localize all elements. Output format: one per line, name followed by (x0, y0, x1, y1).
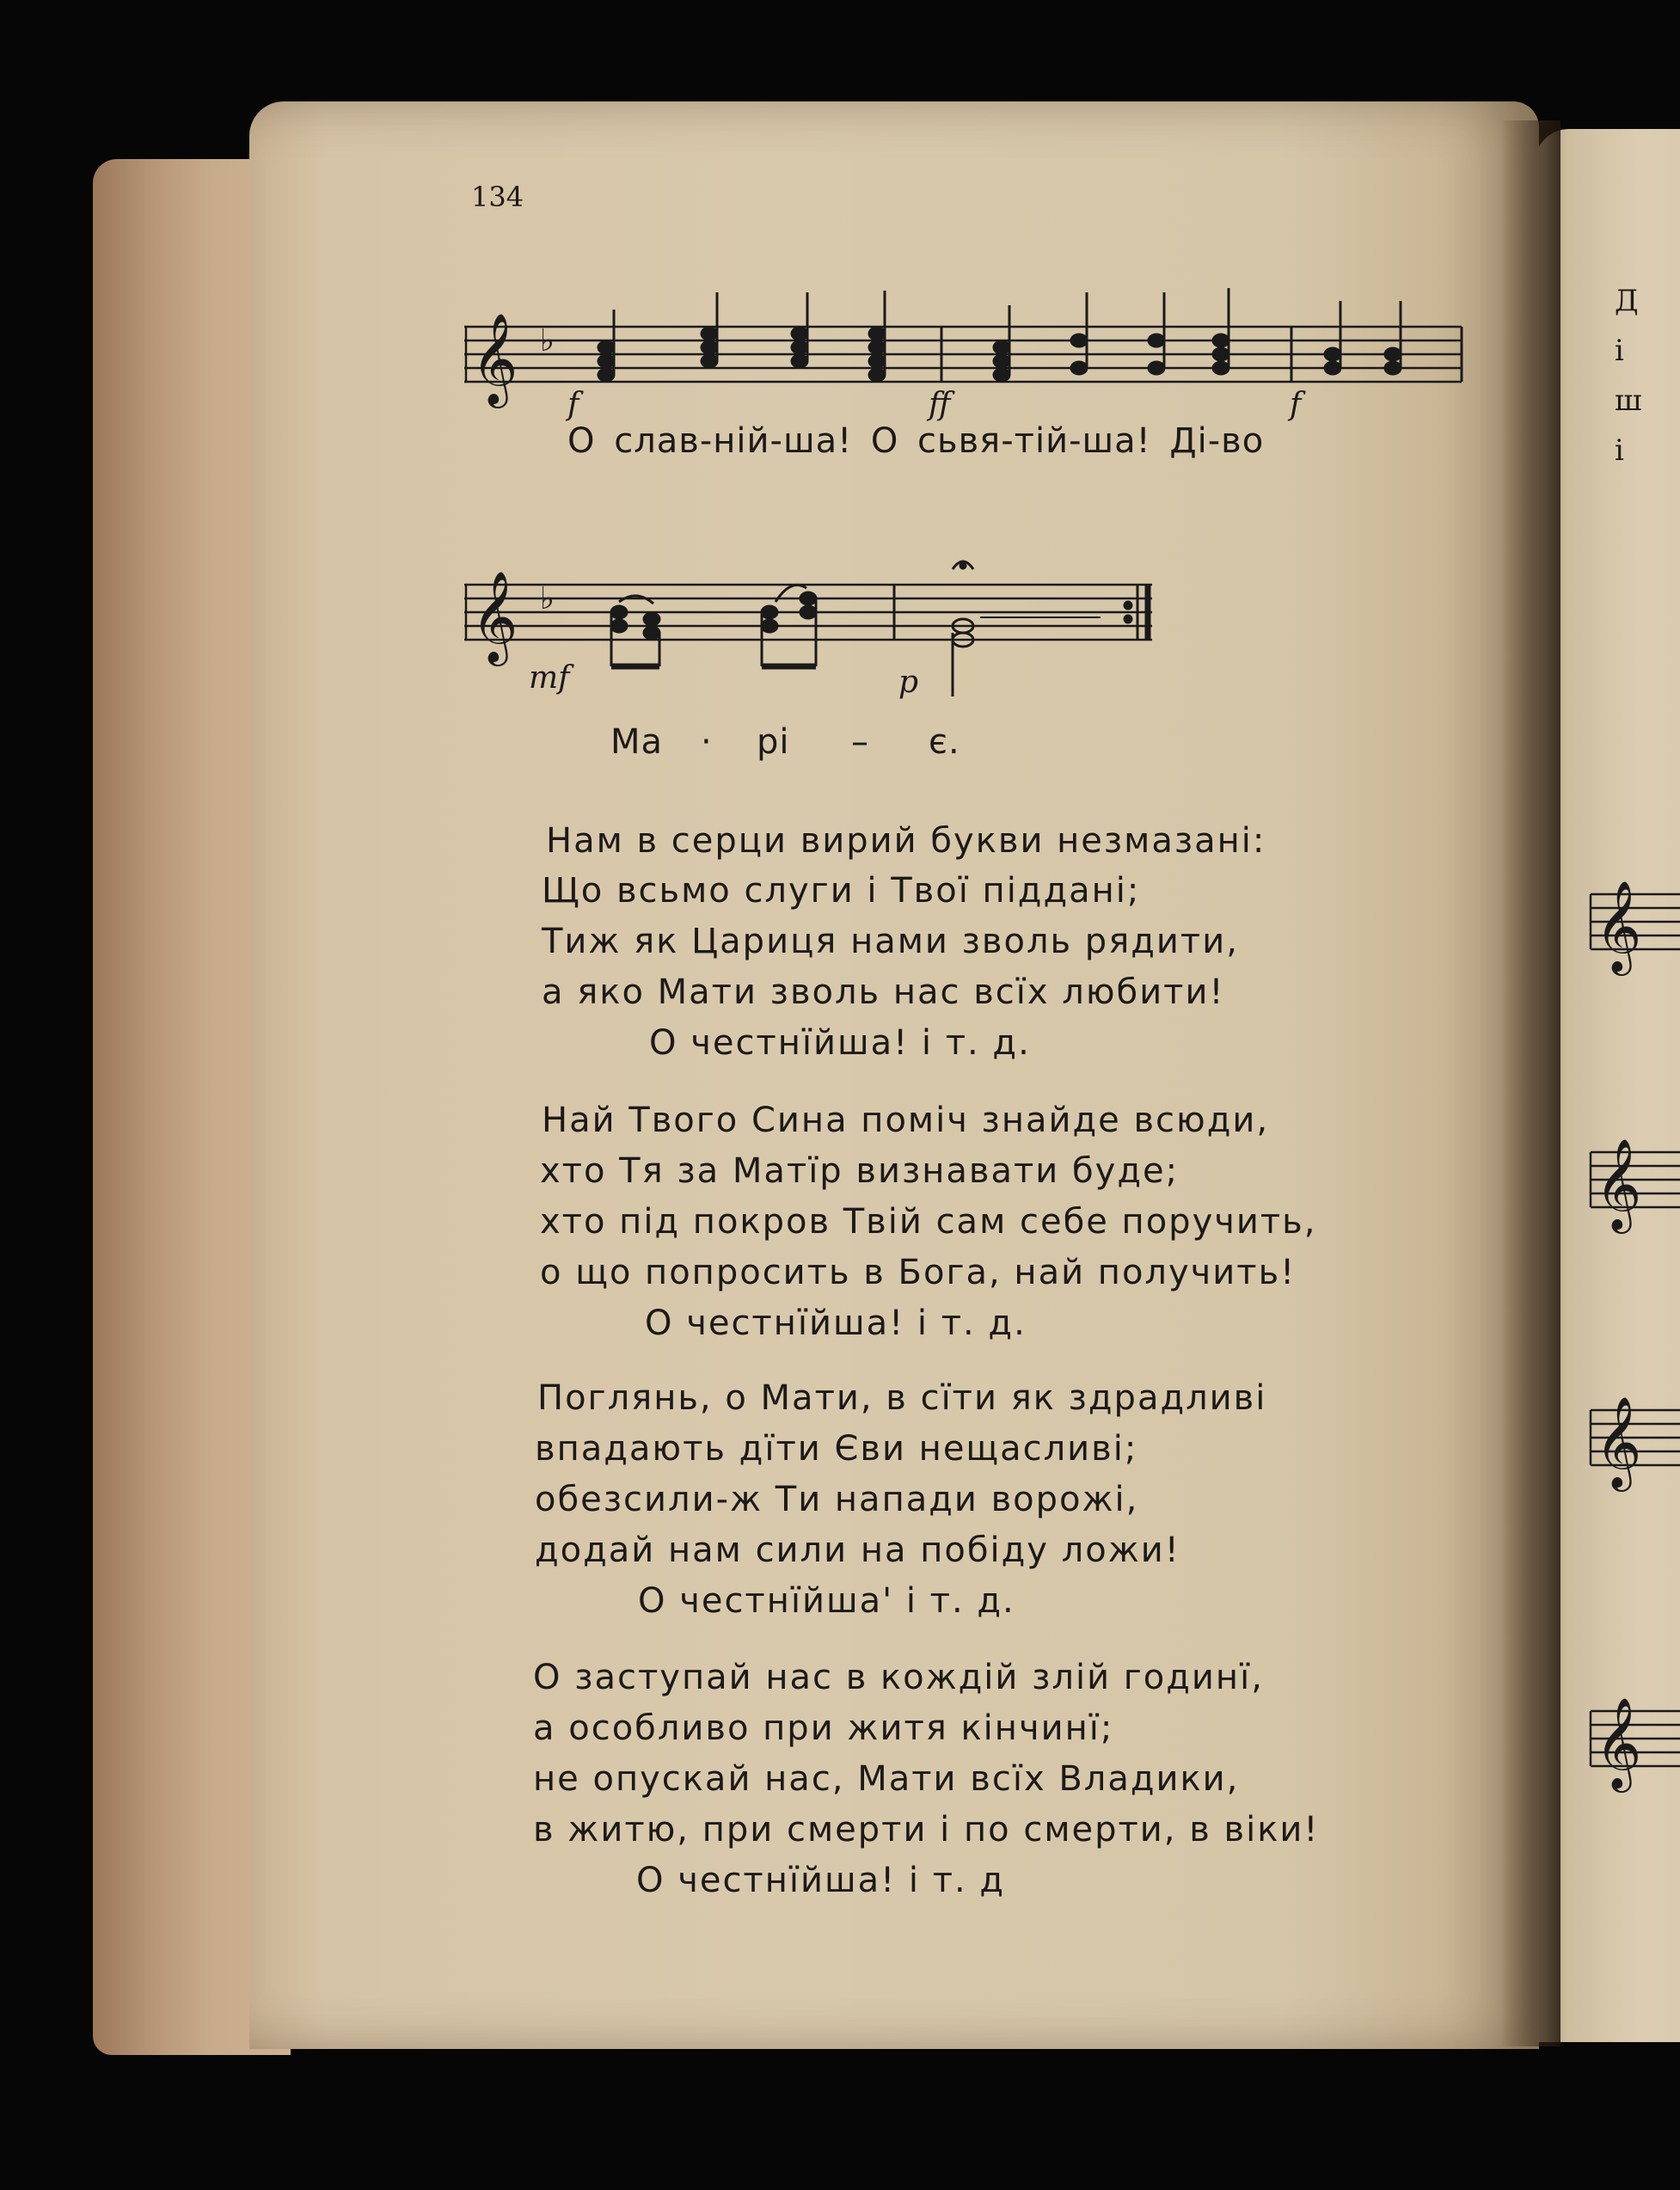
verse-line: Нам в серци вирий букви незмазані: (546, 821, 1266, 861)
book-gutter (1500, 120, 1560, 2046)
right-page-text-fragment: і (1615, 433, 1624, 468)
verse-line: о що попросить в Бога, най получить! (540, 1253, 1297, 1292)
lyrics-system-1: О слав-ній-ша! О сьвя-тій-ша! Ді-во (567, 421, 1265, 461)
verse-line: Тиж як Цариця нами зволь рядити, (542, 922, 1239, 961)
svg-text:𝄞: 𝄞 (1595, 1696, 1642, 1788)
verse-line: Поглянь, о Мати, в сїти як здрадливі (537, 1378, 1267, 1418)
verse-line: Що всьмо слуги і Твої піддані; (542, 871, 1141, 911)
verse-line: не опускай нас, Мати всїх Владики, (533, 1759, 1240, 1799)
verse-line: в житю, при смерти і по смерти, в віки! (533, 1810, 1320, 1850)
dynamic-marking: p (898, 665, 919, 700)
verse-line: хто Тя за Матїр визнавати буде; (540, 1151, 1180, 1191)
verse-line: а яко Мати зволь нас всїх любити! (542, 972, 1225, 1012)
dynamic-marking: ff (929, 387, 951, 422)
svg-text:♭: ♭ (540, 581, 555, 617)
right-page-text-fragment: і (1615, 334, 1624, 368)
right-page-text-fragment: Д (1615, 284, 1639, 318)
svg-text:𝄞: 𝄞 (1595, 1396, 1642, 1488)
verse-refrain: О честнїйша' і т. д. (638, 1581, 1015, 1621)
verse-line: а особливо при житя кінчинї; (533, 1708, 1114, 1748)
verse-line: хто під покров Твій сам себе поручить, (540, 1202, 1317, 1242)
svg-text:𝄞: 𝄞 (1595, 880, 1642, 972)
lyric-syllable: · (701, 722, 713, 762)
verse-refrain: О честнїйша! і т. д (636, 1861, 1006, 1900)
verse-line: обезсили-ж Ти напади ворожі, (535, 1480, 1139, 1519)
verse-line: впадають дїти Єви нещасливі; (535, 1429, 1138, 1469)
lyric-syllable: є. (929, 722, 960, 762)
music-staff-system-2 (464, 550, 1152, 722)
svg-text:𝄞: 𝄞 (471, 312, 518, 404)
page-number: 134 (471, 181, 524, 213)
dynamic-marking: f (567, 387, 579, 422)
dynamic-marking: mf (529, 660, 570, 696)
lyric-syllable: Ма (610, 722, 664, 762)
verse-line: О заступай нас в кождій злій годинї, (533, 1658, 1264, 1697)
dynamic-marking: f (1290, 387, 1302, 422)
svg-text:𝄞: 𝄞 (1595, 1138, 1642, 1230)
verse-refrain: О честнїйша! і т. д. (649, 1023, 1031, 1063)
svg-text:♭: ♭ (540, 323, 555, 359)
lyric-syllable: – (851, 722, 869, 762)
verse-line: додай нам сили на побіду ложи! (535, 1531, 1180, 1570)
svg-text:𝄞: 𝄞 (471, 570, 518, 662)
right-page-text-fragment: ш (1615, 383, 1642, 418)
right-page-staff-fragments (1586, 868, 1680, 1900)
verse-refrain: О честнїйша! і т. д. (645, 1304, 1027, 1343)
lyric-syllable: рі (757, 722, 790, 762)
verse-line: Най Твого Сина поміч знайде всюди, (542, 1101, 1270, 1140)
